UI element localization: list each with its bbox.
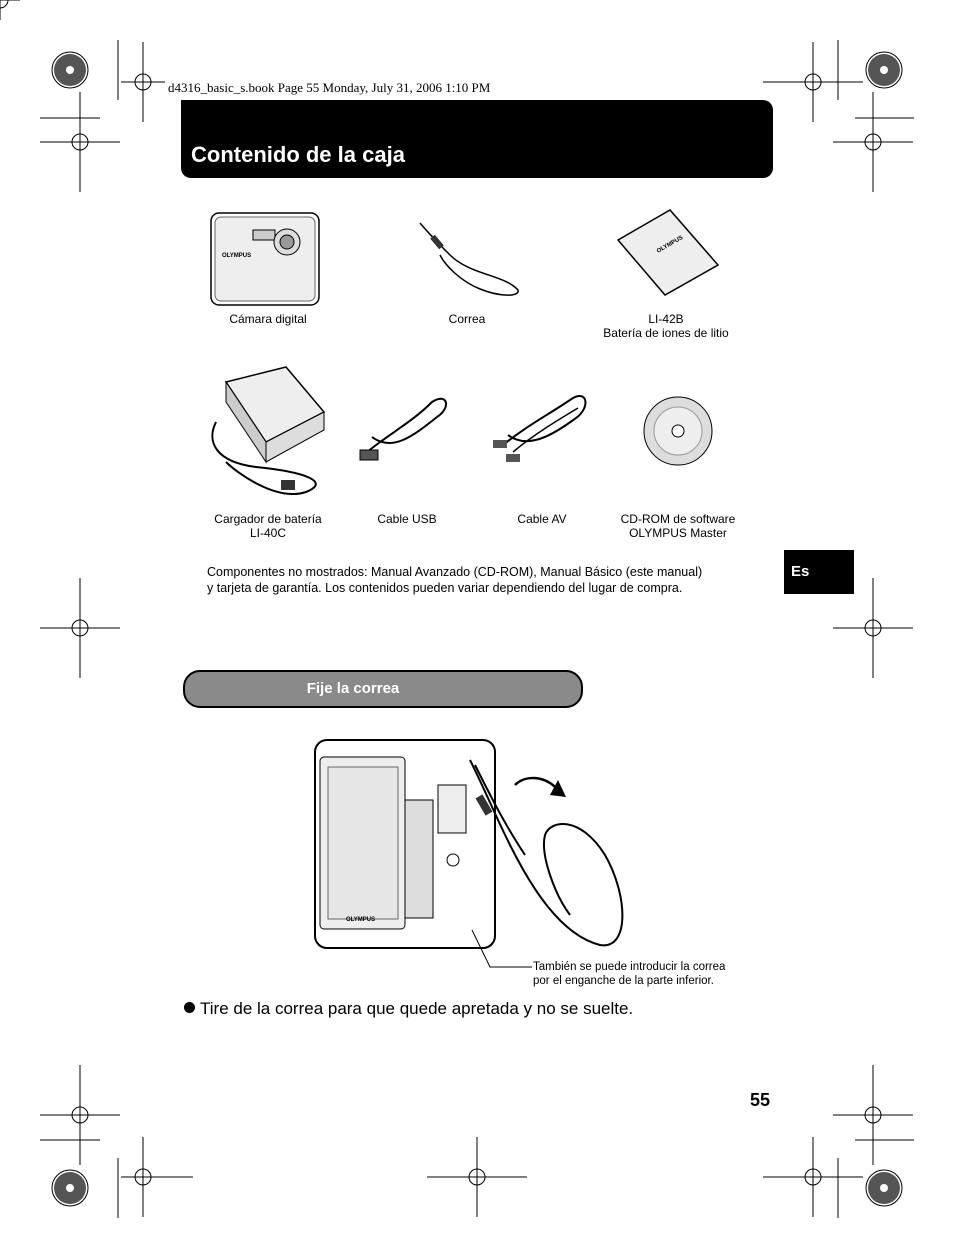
caption-charger [198, 512, 338, 540]
page-number: 55 [750, 1090, 771, 1110]
caption-av: Cable AV [517, 512, 567, 526]
callout-line-2: por el enganche de la parte inferior. [533, 975, 714, 987]
battery-brand-label: OLYMPUS [656, 234, 685, 255]
language-tab-label: Es [791, 563, 810, 580]
cd-rom-illustration [642, 395, 714, 467]
caption-battery-desc: Batería de iones de litio [603, 326, 729, 340]
caption-cd-line1: CD-ROM de software [620, 512, 736, 526]
note-line-1: Componentes no mostrados: Manual Avanzado (CD-ROM), Manual Básico (este manual) [207, 565, 703, 579]
bullet-icon [184, 1002, 195, 1013]
instruction-text: Tire de la correa para que quede apretada y no se suelte. [200, 999, 634, 1018]
caption-battery-model: LI-42B [648, 312, 684, 326]
caption-battery [596, 312, 736, 340]
caption-cd-line2: OLYMPUS Master [629, 526, 727, 540]
page-title: Contenido de la caja [191, 142, 405, 167]
section-header [183, 670, 583, 708]
usb-cable-illustration [352, 392, 462, 472]
caption-cd [603, 512, 753, 540]
language-tab [784, 550, 854, 594]
strap-camera-brand-label: OLYMPUS [346, 917, 376, 923]
strap-callout [533, 960, 725, 988]
instruction-bullet [184, 999, 633, 1019]
print-header: d4316_basic_s.book Page 55 Monday, July 31, 2006 1:10 PM [168, 80, 491, 95]
strap-illustration [410, 215, 525, 300]
strap-attach-illustration [310, 735, 640, 970]
caption-charger-line1: Cargador de batería [214, 512, 322, 526]
battery-illustration [610, 205, 725, 300]
title-bar [181, 100, 773, 178]
caption-strap: Correa [448, 312, 486, 326]
camera-illustration [205, 205, 325, 310]
components-note [207, 564, 702, 596]
caption-usb: Cable USB [377, 512, 437, 526]
av-cable-illustration [488, 390, 598, 470]
callout-line-1: También se puede introducir la correa [533, 961, 726, 973]
camera-brand-label: OLYMPUS [222, 253, 252, 259]
caption-camera: Cámara digital [229, 312, 307, 326]
section-title: Fije la correa [306, 680, 400, 697]
charger-illustration [196, 362, 336, 510]
note-line-2: y tarjeta de garantía. Los contenidos pueden variar dependiendo del lugar de compra. [207, 581, 683, 595]
caption-charger-line2: LI-40C [249, 526, 287, 540]
